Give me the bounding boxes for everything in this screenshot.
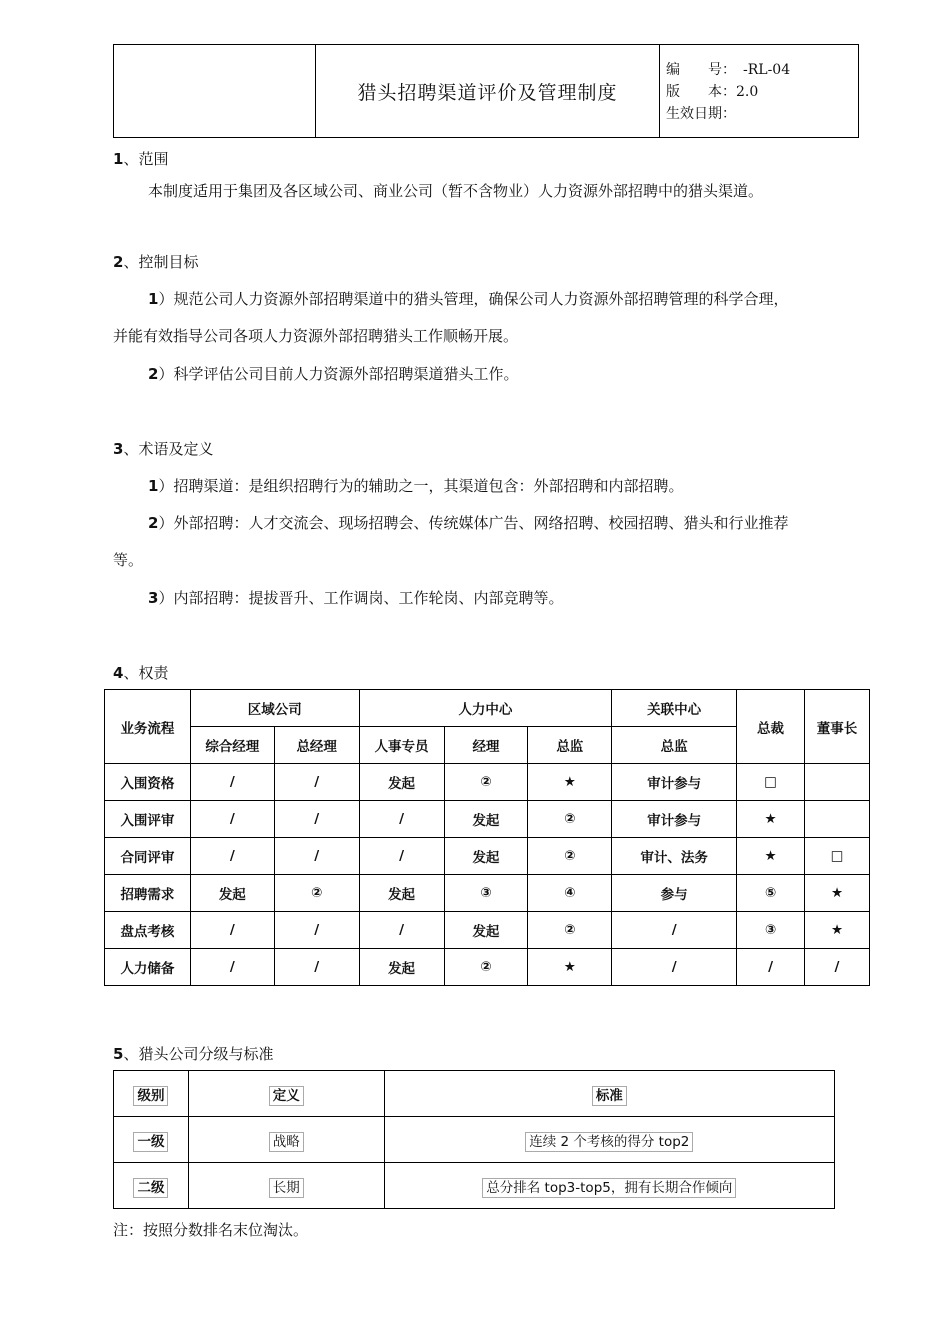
- table-row: [105, 875, 870, 912]
- responsibility-cell: ★: [737, 801, 805, 838]
- responsibility-cell: /: [274, 801, 359, 838]
- responsibility-table: [104, 689, 870, 986]
- responsibility-cell: ④: [528, 875, 612, 912]
- document-title: 猎头招聘渠道评价及管理制度: [316, 45, 660, 137]
- table-row: [105, 949, 870, 986]
- section-2-item-1: 1）规范公司人力资源外部招聘渠道中的猎头管理，确保公司人力资源外部招聘管理的科学合理，: [148, 290, 789, 308]
- section-3-item-2: 2）外部招聘：人才交流会、现场招聘会、传统媒体广告、网络招聘、校园招聘、猎头和行业推荐: [148, 514, 789, 532]
- responsibility-cell: 审计、法务: [612, 838, 737, 875]
- subheader-hr-specialist: 人事专员: [359, 727, 444, 764]
- header-regional-company: 区域公司: [190, 690, 359, 727]
- header-hr-center: 人力中心: [359, 690, 612, 727]
- logo-cell: [114, 45, 316, 137]
- process-name-cell: 盘点考核: [105, 912, 191, 949]
- header-standard: 标准: [592, 1086, 627, 1106]
- responsibility-cell: ②: [528, 801, 612, 838]
- responsibility-cell: ★: [528, 764, 612, 801]
- header-president: 总裁: [737, 690, 805, 764]
- responsibility-cell: /: [190, 912, 274, 949]
- subheader-general-manager-admin: 综合经理: [190, 727, 274, 764]
- responsibility-cell: /: [805, 949, 870, 986]
- responsibility-cell: ★: [805, 875, 870, 912]
- responsibility-cell: /: [359, 912, 444, 949]
- responsibility-cell: 发起: [359, 875, 444, 912]
- table-row: [105, 838, 870, 875]
- section-3-item-1: 1）招聘渠道：是组织招聘行为的辅助之一，其渠道包含：外部招聘和内部招聘。: [148, 477, 684, 495]
- responsibility-cell: /: [190, 838, 274, 875]
- section-2-item-2: 2）科学评估公司目前人力资源外部招聘渠道猎头工作。: [148, 365, 519, 383]
- header-business-process: 业务流程: [105, 690, 191, 764]
- section-1-heading: 1、范围: [113, 150, 169, 168]
- table-row: [114, 1117, 835, 1163]
- responsibility-cell: 发起: [444, 838, 528, 875]
- responsibility-cell: /: [274, 949, 359, 986]
- section-1-text: 本制度适用于集团及各区域公司、商业公司（暂不含物业）人力资源外部招聘中的猎头渠道。: [148, 182, 764, 200]
- responsibility-cell: ③: [444, 875, 528, 912]
- level-cell: 一级: [133, 1132, 168, 1152]
- responsibility-cell: ★: [805, 912, 870, 949]
- process-name-cell: 入围资格: [105, 764, 191, 801]
- subheader-manager: 经理: [444, 727, 528, 764]
- responsibility-cell: [805, 764, 870, 801]
- table-row: [105, 801, 870, 838]
- section-2-item-1-cont: 并能有效指导公司各项人力资源外部招聘猎头工作顺畅开展。: [113, 327, 519, 345]
- responsibility-cell: /: [612, 912, 737, 949]
- subheader-general-manager: 总经理: [274, 727, 359, 764]
- section-3-heading: 3、术语及定义: [113, 440, 214, 458]
- header-level: 级别: [133, 1086, 168, 1106]
- responsibility-cell: ②: [274, 875, 359, 912]
- responsibility-cell: 发起: [444, 912, 528, 949]
- section-3-item-3: 3）内部招聘：提拔晋升、工作调岗、工作轮岗、内部竞聘等。: [148, 589, 564, 607]
- table-note: 注：按照分数排名末位淘汰。: [113, 1221, 309, 1239]
- process-name-cell: 合同评审: [105, 838, 191, 875]
- responsibility-cell: 发起: [359, 764, 444, 801]
- standard-cell: 连续 2 个考核的得分 top2: [525, 1132, 693, 1152]
- section-2-heading: 2、控制目标: [113, 253, 199, 271]
- section-3-item-2-cont: 等。: [113, 551, 144, 569]
- responsibility-cell: 参与: [612, 875, 737, 912]
- document-meta: [666, 59, 790, 125]
- section-4-heading: 4、权责: [113, 664, 169, 682]
- responsibility-cell: /: [612, 949, 737, 986]
- table-row: [105, 912, 870, 949]
- responsibility-cell: ②: [528, 912, 612, 949]
- responsibility-cell: 审计参与: [612, 801, 737, 838]
- responsibility-cell: [805, 801, 870, 838]
- doc-effective-date: 生效日期：: [666, 106, 736, 122]
- responsibility-cell: 发起: [359, 949, 444, 986]
- responsibility-cell: /: [274, 838, 359, 875]
- header-chairman: 董事长: [805, 690, 870, 764]
- subheader-related-director: 总监: [612, 727, 737, 764]
- section-5-heading: 5、猎头公司分级与标准: [113, 1045, 274, 1063]
- responsibility-cell: /: [190, 801, 274, 838]
- process-name-cell: 人力储备: [105, 949, 191, 986]
- responsibility-cell: □: [805, 838, 870, 875]
- responsibility-cell: ②: [528, 838, 612, 875]
- definition-cell: 战略: [269, 1132, 304, 1152]
- responsibility-cell: /: [737, 949, 805, 986]
- table-row: [114, 1163, 835, 1209]
- responsibility-cell: ②: [444, 949, 528, 986]
- responsibility-cell: 发起: [444, 801, 528, 838]
- responsibility-cell: ②: [444, 764, 528, 801]
- subheader-director: 总监: [528, 727, 612, 764]
- header-related-center: 关联中心: [612, 690, 737, 727]
- doc-number: 编 号： -RL-04: [666, 62, 791, 78]
- definition-cell: 长期: [269, 1178, 304, 1198]
- process-name-cell: 招聘需求: [105, 875, 191, 912]
- responsibility-cell: /: [274, 912, 359, 949]
- standard-cell: 总分排名 top3-top5，拥有长期合作倾向: [482, 1178, 736, 1198]
- level-cell: 二级: [133, 1178, 168, 1198]
- document-header: [113, 44, 859, 138]
- header-definition: 定义: [269, 1086, 304, 1106]
- responsibility-cell: □: [737, 764, 805, 801]
- responsibility-cell: ⑤: [737, 875, 805, 912]
- responsibility-cell: /: [190, 949, 274, 986]
- responsibility-cell: ★: [737, 838, 805, 875]
- responsibility-cell: 审计参与: [612, 764, 737, 801]
- headhunter-grading-table: [113, 1070, 835, 1209]
- doc-version: 版 本：2.0: [666, 84, 759, 100]
- responsibility-cell: ★: [528, 949, 612, 986]
- responsibility-cell: /: [274, 764, 359, 801]
- table-row: [105, 764, 870, 801]
- responsibility-cell: 发起: [190, 875, 274, 912]
- process-name-cell: 入围评审: [105, 801, 191, 838]
- responsibility-cell: /: [190, 764, 274, 801]
- responsibility-cell: ③: [737, 912, 805, 949]
- responsibility-cell: /: [359, 838, 444, 875]
- responsibility-cell: /: [359, 801, 444, 838]
